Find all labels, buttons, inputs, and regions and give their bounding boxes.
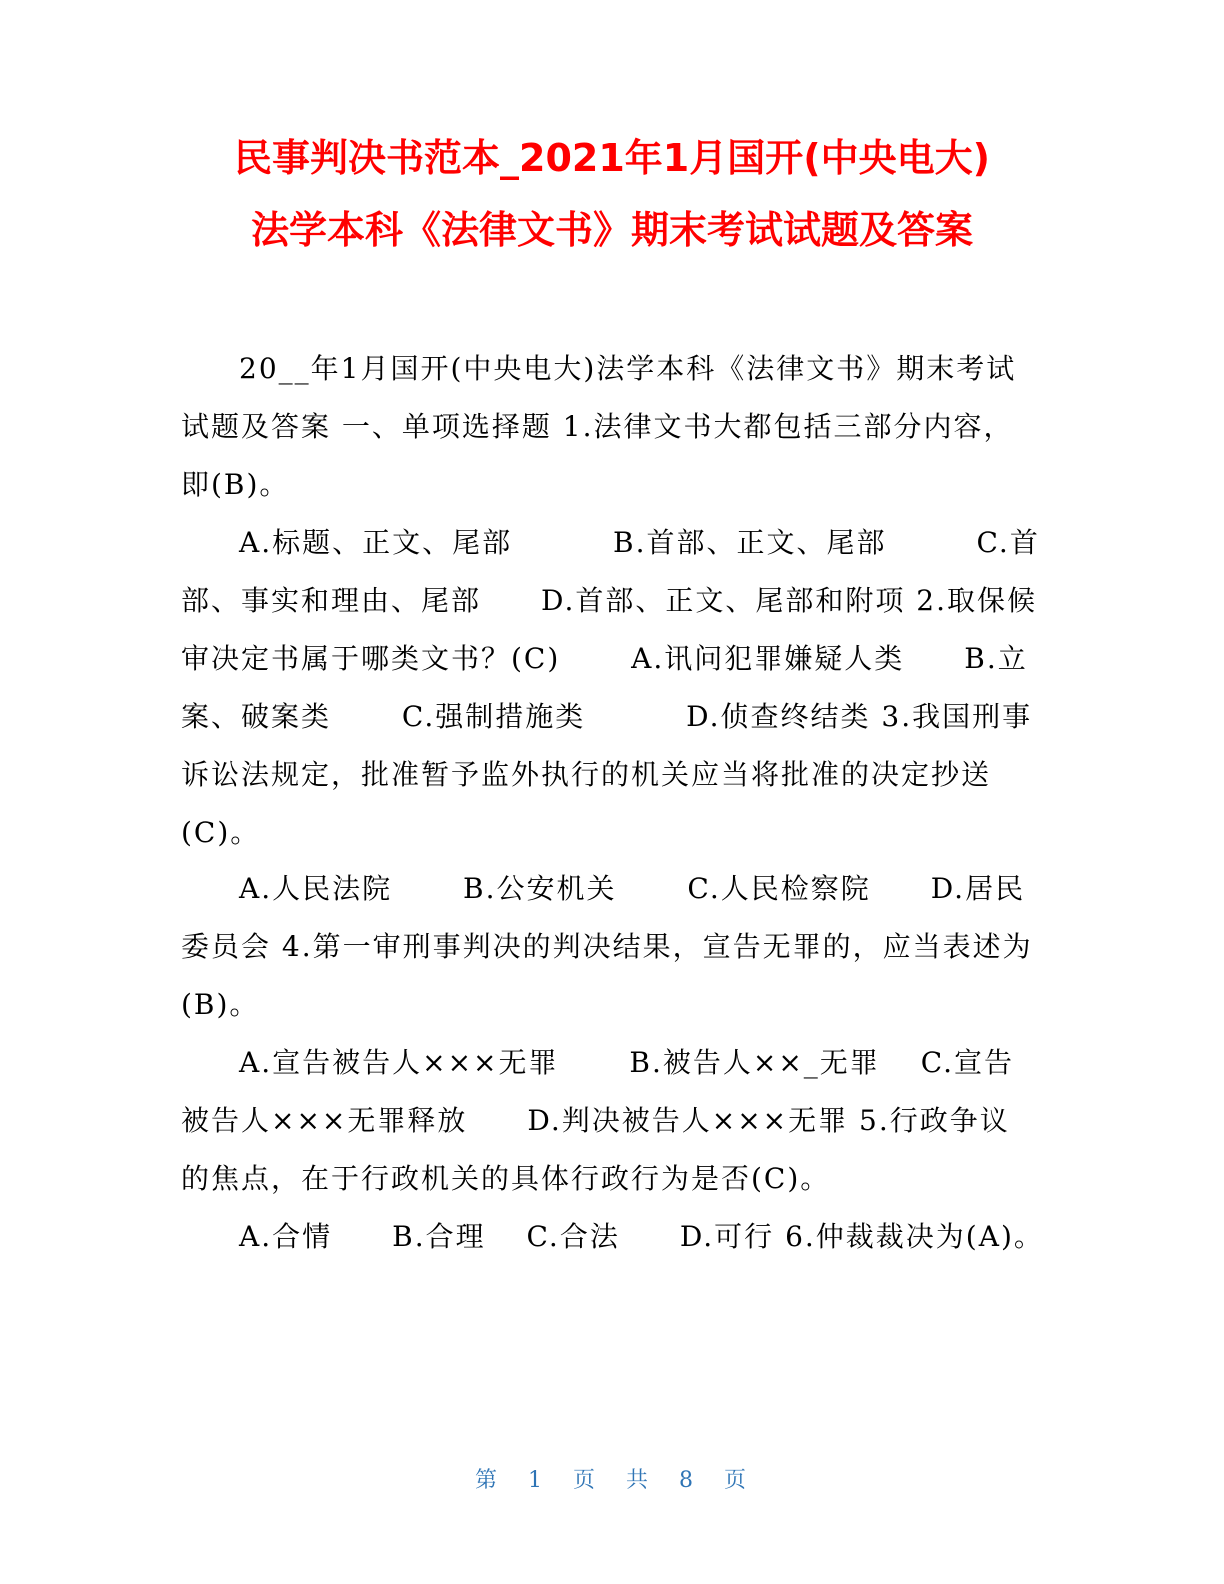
paragraph-question-5-6 (181, 1208, 1044, 1266)
footer-page-label: 页 (572, 1468, 598, 1493)
footer-page-label: 第 (474, 1468, 500, 1493)
paragraph-line: (B)。 (181, 988, 260, 1021)
paragraph-question-4-5 (181, 1034, 1041, 1208)
paragraph-line: 案、破案类 C.强制措施类 D.侦查终结类 3.我国刑事 (181, 700, 1033, 733)
paragraph-line: 20__年1月国开(中央电大)法学本科《法律文书》期末考试 (239, 352, 1017, 385)
paragraph-line: 诉讼法规定，批准暂予监外执行的机关应当将批准的决定抄送 (181, 758, 992, 791)
paragraph-line: A.人民法院 B.公安机关 C.人民检察院 D.居民 (239, 872, 1026, 905)
footer-total-label: 共 (626, 1468, 652, 1493)
paragraph-line: 委员会 4.第一审刑事判决的判决结果，宣告无罪的，应当表述为 (181, 930, 1033, 963)
document-title-line-2: 法学本科《法律文书》期末考试试题及答案 (250, 208, 973, 252)
document-title-line-1: 民事判决书范本_2021年1月国开(中央电大) (234, 136, 990, 180)
footer-total-pages: 8 (679, 1468, 697, 1493)
paragraph-line: 被告人×××无罪释放 D.判决被告人×××无罪 5.行政争议 (181, 1104, 1010, 1137)
footer-page-label: 页 (724, 1468, 750, 1493)
paragraph-line: 的焦点，在于行政机关的具体行政行为是否(C)。 (181, 1162, 831, 1195)
paragraph-question-3-4 (181, 860, 1041, 1034)
paragraph-line: 部、事实和理由、尾部 D.首部、正文、尾部和附项 2.取保候 (181, 584, 1037, 617)
paragraph-line: 即(B)。 (181, 468, 290, 501)
paragraph-line: A.宣告被告人×××无罪 B.被告人××_无罪 C.宣告 (239, 1046, 1015, 1079)
paragraph-line: 审决定书属于哪类文书？(C) A.讯问犯罪嫌疑人类 B.立 (181, 642, 1028, 675)
paragraph-line: 试题及答案 一、单项选择题 1.法律文书大都包括三部分内容， (181, 410, 1014, 443)
paragraph-line: A.合情 B.合理 C.合法 D.可行 6.仲裁裁决为(A)。 (239, 1220, 1044, 1253)
page-footer (0, 1463, 1224, 1494)
paragraph-line: (C)。 (181, 816, 261, 849)
paragraph-questions-1-3 (181, 514, 1041, 862)
paragraph-line: A.标题、正文、尾部 B.首部、正文、尾部 C.首 (239, 526, 1040, 559)
footer-page-number: 1 (527, 1468, 545, 1493)
paragraph-intro (181, 340, 1041, 514)
